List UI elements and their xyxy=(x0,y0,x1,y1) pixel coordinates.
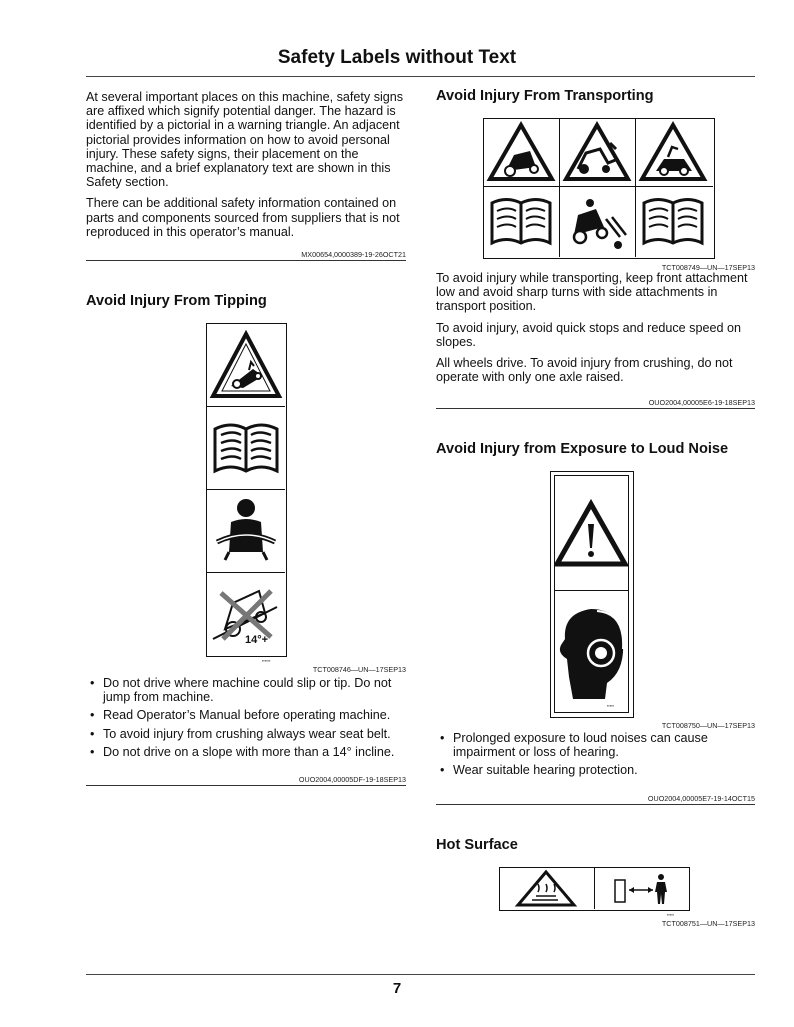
tipping-heading: Avoid Injury From Tipping xyxy=(86,293,267,309)
transport-forklift xyxy=(560,187,636,257)
noise-hearing-cell xyxy=(554,591,629,713)
label-part-mark: ▪▪▪▪▪ xyxy=(667,912,675,917)
list-item: • Wear suitable hearing protection. xyxy=(436,763,758,777)
noise-ref: OUO2004,00005E7-19-14OCT15 xyxy=(647,794,755,803)
keep-distance-icon xyxy=(595,868,688,909)
noise-bullets xyxy=(436,731,758,782)
list-item: • Do not drive on a slope with more than a 14° incline. xyxy=(86,745,408,759)
tipping-ref: OUO2004,00005DF-19-18SEP13 xyxy=(298,775,406,784)
noise-figure-ref: TCT008750—UN—17SEP13 xyxy=(661,721,755,730)
page-title: Safety Labels without Text xyxy=(277,47,517,68)
tractor-slope-icon xyxy=(560,187,634,257)
intro-paragraph: There can be additional safety information contained on parts and components sourced from suppliers that is not reproduced in this operator’s manual. xyxy=(86,196,400,239)
tipping-safety-label xyxy=(206,323,287,657)
warning-triangle-icon xyxy=(500,868,593,909)
warning-triangle-icon xyxy=(636,119,711,185)
list-item: • Read Operator’s Manual before operating machine. xyxy=(86,708,408,722)
section-divider xyxy=(436,408,755,409)
open-book-icon xyxy=(636,187,711,257)
footer-divider xyxy=(86,974,755,975)
warning-triangle-icon xyxy=(207,324,285,407)
page-number: 7 xyxy=(392,980,402,997)
transport-manual-1 xyxy=(484,187,560,257)
seat-belt-icon xyxy=(207,490,285,573)
hot-surface-distance-cell xyxy=(595,868,688,909)
tipping-seatbelt-cell xyxy=(207,490,285,573)
hot-surface-safety-label xyxy=(499,867,690,911)
transporting-figure-ref: TCT008749—UN—17SEP13 xyxy=(661,263,755,272)
transport-warning-2 xyxy=(560,119,636,187)
list-item: • To avoid injury from crushing always wear seat belt. xyxy=(86,727,408,741)
hot-surface-heading: Hot Surface xyxy=(436,837,518,853)
tipping-slope-cell xyxy=(207,573,285,655)
transport-manual-2 xyxy=(636,187,713,257)
list-item: • Prolonged exposure to loud noises can cause impairment or loss of hearing. xyxy=(436,731,758,759)
open-book-icon xyxy=(207,407,285,490)
tipping-warning-cell xyxy=(207,324,285,407)
title-divider xyxy=(86,76,755,77)
ear-protection-icon xyxy=(555,591,628,711)
transporting-ref: OUO2004,00005E6-19-18SEP13 xyxy=(648,398,755,407)
list-item: • Do not drive where machine could slip or tip. Do not jump from machine. xyxy=(86,676,408,704)
slope-angle-label: 14°+ xyxy=(245,634,269,646)
warning-triangle-icon xyxy=(484,119,558,185)
noise-safety-label xyxy=(550,471,634,718)
label-part-mark: ▪▪▪▪▪ xyxy=(607,703,615,708)
transporting-heading: Avoid Injury From Transporting xyxy=(436,88,654,104)
section-divider xyxy=(86,260,406,261)
noise-warning-cell xyxy=(554,475,629,591)
hot-surface-figure-ref: TCT008751—UN—17SEP13 xyxy=(661,919,755,928)
hot-surface-warning-cell xyxy=(500,868,595,909)
tipping-bullets xyxy=(86,676,408,763)
transporting-text xyxy=(436,271,758,391)
warning-triangle-icon xyxy=(555,476,628,589)
transport-warning-3 xyxy=(636,119,713,187)
transporting-paragraph: To avoid injury, avoid quick stops and reduce speed on slopes. xyxy=(436,320,742,349)
section-divider xyxy=(436,804,755,805)
open-book-icon xyxy=(484,187,558,257)
tipping-manual-cell xyxy=(207,407,285,490)
intro-section xyxy=(86,90,408,246)
transport-warning-1 xyxy=(484,119,560,187)
transporting-paragraph: To avoid injury while transporting, keep front attachment low and avoid sharp turns with side attachments in transport position. xyxy=(436,271,748,314)
label-part-mark: ▪▪▪▪▪▪ xyxy=(262,658,271,663)
transporting-paragraph: All wheels drive. To avoid injury from crushing, do not operate with only one axle raised. xyxy=(436,356,733,385)
section-divider xyxy=(86,785,406,786)
noise-heading: Avoid Injury from Exposure to Loud Noise xyxy=(436,441,729,457)
intro-paragraph: At several important places on this machine, safety signs are affixed which signify potential danger. The hazard is identified by a pictorial in a warning triangle. An adjacent pictorial provides information on how to avoid personal injury. These safety signs, their placement on the machine, and a brief explanatory text are shown in this Safety section. xyxy=(86,90,404,190)
tipping-figure-ref: TCT008746—UN—17SEP13 xyxy=(312,665,406,674)
transporting-safety-label xyxy=(483,118,715,259)
warning-triangle-icon xyxy=(560,119,634,185)
intro-ref: MX00654,0000389-19-26OCT21 xyxy=(301,250,406,259)
